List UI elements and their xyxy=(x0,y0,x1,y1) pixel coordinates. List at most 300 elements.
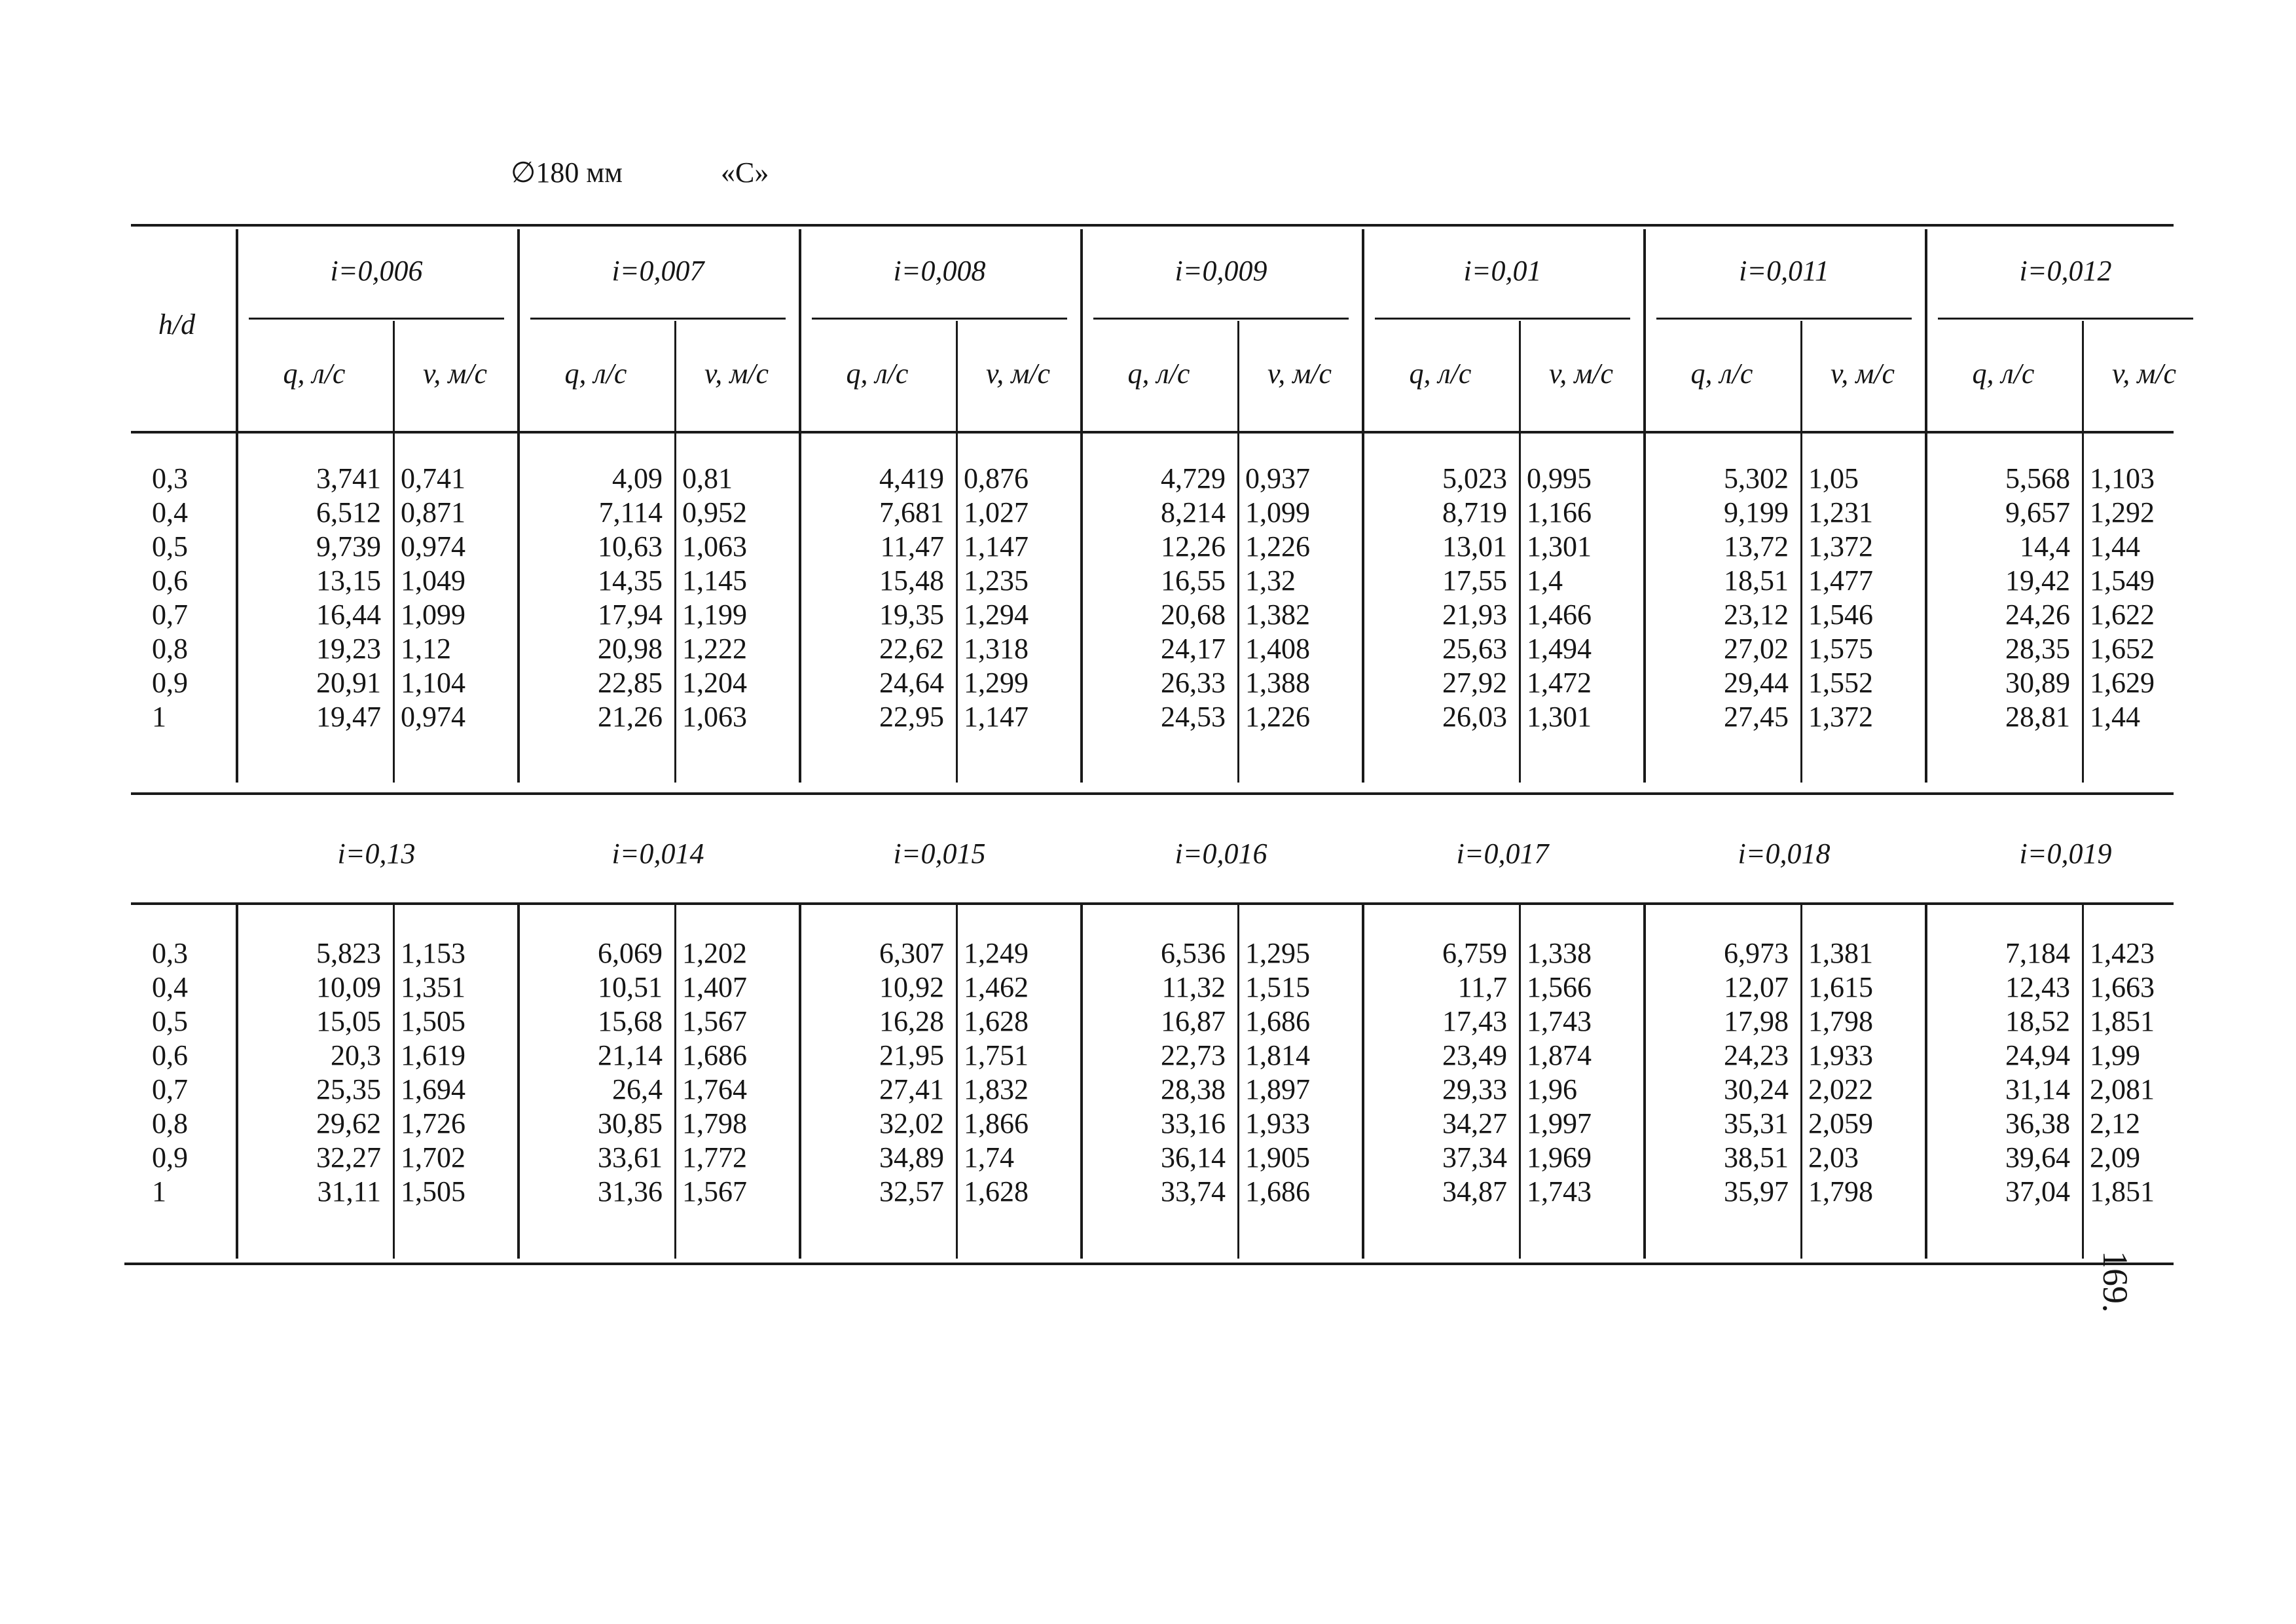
q-value: 19,35 xyxy=(879,599,944,631)
v-value: 2,059 xyxy=(1808,1107,1873,1139)
q-value: 16,28 xyxy=(879,1005,944,1037)
q-value: 32,02 xyxy=(879,1107,944,1139)
q-value: 5,023 xyxy=(1442,462,1507,494)
row-label: 0,3 xyxy=(152,937,188,969)
v-value: 0,871 xyxy=(401,496,465,528)
v-value: 1,566 xyxy=(1527,971,1592,1003)
v-value: 0,974 xyxy=(401,530,465,563)
q-value: 24,23 xyxy=(1724,1039,1789,1071)
v-column-header: v, м/с xyxy=(1830,358,1895,390)
v-value: 2,081 xyxy=(2090,1073,2155,1105)
q-value: 6,512 xyxy=(316,496,381,528)
q-value: 24,53 xyxy=(1161,701,1226,733)
q-value: 12,07 xyxy=(1724,971,1789,1003)
v-value: 1,515 xyxy=(1245,971,1310,1003)
v-value: 2,12 xyxy=(2090,1107,2140,1139)
q-value: 23,12 xyxy=(1724,599,1789,631)
q-value: 20,91 xyxy=(316,667,381,699)
q-value: 39,64 xyxy=(2005,1141,2070,1173)
q-value: 20,3 xyxy=(331,1039,381,1071)
v-value: 1,933 xyxy=(1245,1107,1310,1139)
v-value: 0,974 xyxy=(401,701,465,733)
v-value: 1,686 xyxy=(682,1039,747,1071)
v-value: 1,702 xyxy=(401,1141,465,1173)
row-header-label: h/d xyxy=(158,308,196,341)
q-value: 26,4 xyxy=(612,1073,663,1105)
v-value: 1,969 xyxy=(1527,1141,1592,1173)
slope-underline xyxy=(530,318,786,320)
q-value: 21,93 xyxy=(1442,599,1507,631)
q-value: 5,823 xyxy=(316,937,381,969)
v-value: 1,249 xyxy=(964,937,1029,969)
q-value: 36,14 xyxy=(1161,1141,1226,1173)
row-label-divider-top xyxy=(236,229,238,783)
q-value: 29,33 xyxy=(1442,1073,1507,1105)
v-value: 1,663 xyxy=(2090,971,2155,1003)
v-value: 1,153 xyxy=(401,937,465,969)
q-value: 12,26 xyxy=(1161,530,1226,563)
q-value: 37,34 xyxy=(1442,1141,1507,1173)
row-label: 0,5 xyxy=(152,530,188,563)
v-value: 2,09 xyxy=(2090,1141,2140,1173)
group-divider-bottom xyxy=(799,905,801,1259)
slope-label: i=0,01 xyxy=(1463,255,1542,287)
q-value: 31,36 xyxy=(598,1175,663,1208)
group-divider-bottom xyxy=(1925,905,1927,1259)
section-divider xyxy=(131,792,2174,795)
q-value: 6,069 xyxy=(598,937,663,969)
slope-label: i=0,015 xyxy=(893,838,986,870)
q-value: 4,729 xyxy=(1161,462,1226,494)
v-value: 1,294 xyxy=(964,599,1029,631)
q-column-header: q, л/с xyxy=(846,358,909,390)
q-value: 28,35 xyxy=(2005,633,2070,665)
q-value: 24,94 xyxy=(2005,1039,2070,1071)
q-value: 33,61 xyxy=(598,1141,663,1173)
q-value: 27,41 xyxy=(879,1073,944,1105)
series-mark: «С» xyxy=(721,157,769,189)
q-value: 16,87 xyxy=(1161,1005,1226,1037)
v-value: 1,05 xyxy=(1808,462,1859,494)
q-value: 15,05 xyxy=(316,1005,381,1037)
v-column-header: v, м/с xyxy=(1267,358,1332,390)
q-value: 30,24 xyxy=(1724,1073,1789,1105)
v-value: 1,292 xyxy=(2090,496,2155,528)
v-value: 1,103 xyxy=(2090,462,2155,494)
q-value: 15,48 xyxy=(879,564,944,597)
v-value: 1,166 xyxy=(1527,496,1592,528)
v-value: 1,772 xyxy=(682,1141,747,1173)
q-value: 21,95 xyxy=(879,1039,944,1071)
v-value: 1,104 xyxy=(401,667,465,699)
slope-underline xyxy=(249,318,504,320)
q-value: 25,35 xyxy=(316,1073,381,1105)
q-value: 9,657 xyxy=(2005,496,2070,528)
row-label: 0,8 xyxy=(152,633,188,665)
row-label: 0,9 xyxy=(152,667,188,699)
q-value: 23,49 xyxy=(1442,1039,1507,1071)
v-value: 1,063 xyxy=(682,530,747,563)
q-value: 5,302 xyxy=(1724,462,1789,494)
v-value: 1,222 xyxy=(682,633,747,665)
slope-label: i=0,019 xyxy=(2019,838,2112,870)
v-value: 1,505 xyxy=(401,1175,465,1208)
v-value: 1,652 xyxy=(2090,633,2155,665)
q-value: 17,98 xyxy=(1724,1005,1789,1037)
q-value: 3,741 xyxy=(316,462,381,494)
v-value: 1,832 xyxy=(964,1073,1029,1105)
q-value: 11,47 xyxy=(880,530,944,563)
v-value: 1,628 xyxy=(964,1175,1029,1208)
v-value: 1,615 xyxy=(1808,971,1873,1003)
v-column-header: v, м/с xyxy=(985,358,1051,390)
row-label: 0,4 xyxy=(152,496,188,528)
group-divider-top xyxy=(1080,229,1083,783)
v-value: 0,81 xyxy=(682,462,733,494)
v-value: 1,552 xyxy=(1808,667,1873,699)
q-v-divider-top xyxy=(2082,321,2084,783)
slope-label: i=0,007 xyxy=(611,255,704,287)
slope-underline xyxy=(812,318,1067,320)
v-value: 0,952 xyxy=(682,496,747,528)
v-value: 0,937 xyxy=(1245,462,1310,494)
q-value: 6,973 xyxy=(1724,937,1789,969)
q-value: 5,568 xyxy=(2005,462,2070,494)
q-value: 33,74 xyxy=(1161,1175,1226,1208)
q-value: 18,51 xyxy=(1724,564,1789,597)
q-value: 12,43 xyxy=(2005,971,2070,1003)
q-value: 10,51 xyxy=(598,971,663,1003)
page-number: 169. xyxy=(2096,1251,2135,1313)
row-label: 1 xyxy=(152,701,166,733)
q-column-header: q, л/с xyxy=(1972,358,2035,390)
q-value: 10,63 xyxy=(598,530,663,563)
q-value: 34,87 xyxy=(1442,1175,1507,1208)
q-value: 24,26 xyxy=(2005,599,2070,631)
slope-label: i=0,012 xyxy=(2019,255,2112,287)
row-label: 0,3 xyxy=(152,462,188,494)
v-value: 1,381 xyxy=(1808,937,1873,969)
q-value: 19,23 xyxy=(316,633,381,665)
q-value: 6,307 xyxy=(879,937,944,969)
group-divider-top xyxy=(517,229,520,783)
q-value: 7,114 xyxy=(598,496,663,528)
v-value: 2,03 xyxy=(1808,1141,1859,1173)
v-value: 1,44 xyxy=(2090,530,2140,563)
q-value: 28,38 xyxy=(1161,1073,1226,1105)
table-top-rule xyxy=(131,224,2174,227)
v-value: 1,743 xyxy=(1527,1175,1592,1208)
row-label: 0,5 xyxy=(152,1005,188,1037)
q-value: 11,7 xyxy=(1457,971,1507,1003)
slope-label: i=0,008 xyxy=(893,255,986,287)
v-value: 1,235 xyxy=(964,564,1029,597)
v-value: 1,814 xyxy=(1245,1039,1310,1071)
q-value: 29,44 xyxy=(1724,667,1789,699)
slope-label: i=0,006 xyxy=(330,255,423,287)
q-v-divider-bottom xyxy=(1519,905,1521,1259)
v-value: 1,897 xyxy=(1245,1073,1310,1105)
v-value: 1,202 xyxy=(682,937,747,969)
q-v-divider-bottom xyxy=(1237,905,1239,1259)
v-value: 1,204 xyxy=(682,667,747,699)
q-value: 19,42 xyxy=(2005,564,2070,597)
slope-label: i=0,017 xyxy=(1456,838,1549,870)
v-column-header: v, м/с xyxy=(704,358,769,390)
q-value: 26,33 xyxy=(1161,667,1226,699)
q-value: 7,184 xyxy=(2005,937,2070,969)
v-value: 1,12 xyxy=(401,633,451,665)
q-value: 22,95 xyxy=(879,701,944,733)
v-value: 1,866 xyxy=(964,1107,1029,1139)
q-value: 34,89 xyxy=(879,1141,944,1173)
v-value: 1,372 xyxy=(1808,530,1873,563)
q-value: 22,62 xyxy=(879,633,944,665)
v-value: 1,546 xyxy=(1808,599,1873,631)
v-value: 0,995 xyxy=(1527,462,1592,494)
v-value: 1,629 xyxy=(2090,667,2155,699)
group-divider-bottom xyxy=(1362,905,1364,1259)
q-value: 19,47 xyxy=(316,701,381,733)
q-value: 24,64 xyxy=(879,667,944,699)
v-value: 1,145 xyxy=(682,564,747,597)
slope-label: i=0,011 xyxy=(1739,255,1829,287)
v-value: 1,466 xyxy=(1527,599,1592,631)
v-value: 1,851 xyxy=(2090,1005,2155,1037)
v-value: 1,226 xyxy=(1245,701,1310,733)
table-bottom-rule xyxy=(124,1263,2174,1265)
q-value: 32,57 xyxy=(879,1175,944,1208)
row-label: 1 xyxy=(152,1175,166,1208)
q-value: 30,85 xyxy=(598,1107,663,1139)
group-divider-top xyxy=(1925,229,1927,783)
v-value: 1,049 xyxy=(401,564,465,597)
v-value: 1,338 xyxy=(1527,937,1592,969)
q-value: 13,01 xyxy=(1442,530,1507,563)
v-value: 1,423 xyxy=(2090,937,2155,969)
row-label: 0,6 xyxy=(152,564,188,597)
q-value: 15,68 xyxy=(598,1005,663,1037)
header-rule xyxy=(131,431,2174,434)
v-value: 1,798 xyxy=(1808,1005,1873,1037)
v-value: 1,686 xyxy=(1245,1175,1310,1208)
q-value: 20,68 xyxy=(1161,599,1226,631)
q-v-divider-top xyxy=(1519,321,1521,783)
v-value: 1,301 xyxy=(1527,530,1592,563)
q-value: 4,419 xyxy=(879,462,944,494)
v-column-header: v, м/с xyxy=(422,358,488,390)
v-value: 1,388 xyxy=(1245,667,1310,699)
q-value: 11,32 xyxy=(1161,971,1226,1003)
v-value: 1,372 xyxy=(1808,701,1873,733)
q-value: 24,17 xyxy=(1161,633,1226,665)
v-value: 1,622 xyxy=(2090,599,2155,631)
v-value: 2,022 xyxy=(1808,1073,1873,1105)
v-value: 0,876 xyxy=(964,462,1029,494)
v-value: 1,694 xyxy=(401,1073,465,1105)
q-value: 16,44 xyxy=(316,599,381,631)
v-value: 1,099 xyxy=(401,599,465,631)
v-value: 1,933 xyxy=(1808,1039,1873,1071)
q-value: 10,92 xyxy=(879,971,944,1003)
q-value: 36,38 xyxy=(2005,1107,2070,1139)
v-value: 1,299 xyxy=(964,667,1029,699)
q-value: 22,73 xyxy=(1161,1039,1226,1071)
q-value: 35,31 xyxy=(1724,1107,1789,1139)
v-value: 1,295 xyxy=(1245,937,1310,969)
q-v-divider-bottom xyxy=(1800,905,1802,1259)
v-value: 1,494 xyxy=(1527,633,1592,665)
row-label: 0,9 xyxy=(152,1141,188,1173)
q-value: 30,89 xyxy=(2005,667,2070,699)
q-value: 17,55 xyxy=(1442,564,1507,597)
q-v-divider-bottom xyxy=(393,905,395,1259)
q-value: 21,26 xyxy=(598,701,663,733)
q-value: 26,03 xyxy=(1442,701,1507,733)
v-column-header: v, м/с xyxy=(1548,358,1614,390)
group-divider-bottom xyxy=(517,905,520,1259)
q-column-header: q, л/с xyxy=(564,358,627,390)
q-v-divider-bottom xyxy=(674,905,676,1259)
q-value: 9,199 xyxy=(1724,496,1789,528)
pipe-diameter: ∅180 мм xyxy=(511,157,623,189)
q-value: 13,72 xyxy=(1724,530,1789,563)
v-value: 1,686 xyxy=(1245,1005,1310,1037)
q-value: 8,719 xyxy=(1442,496,1507,528)
q-value: 35,97 xyxy=(1724,1175,1789,1208)
v-value: 1,408 xyxy=(1245,633,1310,665)
q-value: 10,09 xyxy=(316,971,381,1003)
q-value: 32,27 xyxy=(316,1141,381,1173)
v-value: 1,147 xyxy=(964,530,1029,563)
q-value: 20,98 xyxy=(598,633,663,665)
v-value: 1,301 xyxy=(1527,701,1592,733)
slope-label: i=0,014 xyxy=(611,838,704,870)
v-value: 1,628 xyxy=(964,1005,1029,1037)
slope-label: i=0,016 xyxy=(1175,838,1267,870)
q-column-header: q, л/с xyxy=(1409,358,1472,390)
row-label-divider-bottom xyxy=(236,905,238,1259)
slope-underline xyxy=(1656,318,1912,320)
q-value: 14,35 xyxy=(598,564,663,597)
group-divider-top xyxy=(799,229,801,783)
v-value: 1,318 xyxy=(964,633,1029,665)
slope-label: i=0,009 xyxy=(1175,255,1267,287)
bottom-header-rule xyxy=(131,902,2174,905)
v-value: 1,063 xyxy=(682,701,747,733)
group-divider-top xyxy=(1643,229,1646,783)
slope-label: i=0,018 xyxy=(1738,838,1831,870)
row-label: 0,7 xyxy=(152,1073,188,1105)
v-value: 1,351 xyxy=(401,971,465,1003)
v-value: 1,874 xyxy=(1527,1039,1592,1071)
v-value: 1,099 xyxy=(1245,496,1310,528)
q-column-header: q, л/с xyxy=(1127,358,1190,390)
q-value: 31,14 xyxy=(2005,1073,2070,1105)
q-value: 7,681 xyxy=(879,496,944,528)
q-value: 17,94 xyxy=(598,599,663,631)
q-value: 16,55 xyxy=(1161,564,1226,597)
v-value: 1,997 xyxy=(1527,1107,1592,1139)
q-v-divider-bottom xyxy=(2082,905,2084,1259)
q-value: 4,09 xyxy=(612,462,663,494)
v-value: 1,32 xyxy=(1245,564,1296,597)
q-value: 34,27 xyxy=(1442,1107,1507,1139)
q-value: 17,43 xyxy=(1442,1005,1507,1037)
q-value: 38,51 xyxy=(1724,1141,1789,1173)
q-v-divider-top xyxy=(393,321,395,783)
slope-label: i=0,13 xyxy=(337,838,416,870)
page-title xyxy=(511,156,769,189)
q-column-header: q, л/с xyxy=(1690,358,1753,390)
v-value: 1,96 xyxy=(1527,1073,1577,1105)
v-value: 1,462 xyxy=(964,971,1029,1003)
q-value: 28,81 xyxy=(2005,701,2070,733)
v-value: 1,726 xyxy=(401,1107,465,1139)
v-value: 1,231 xyxy=(1808,496,1873,528)
v-value: 1,549 xyxy=(2090,564,2155,597)
row-label: 0,7 xyxy=(152,599,188,631)
v-value: 1,851 xyxy=(2090,1175,2155,1208)
v-value: 1,743 xyxy=(1527,1005,1592,1037)
slope-underline xyxy=(1938,318,2193,320)
q-v-divider-top xyxy=(1237,321,1239,783)
q-value: 8,214 xyxy=(1161,496,1226,528)
group-divider-bottom xyxy=(1643,905,1646,1259)
q-value: 29,62 xyxy=(316,1107,381,1139)
v-value: 1,798 xyxy=(682,1107,747,1139)
v-value: 1,199 xyxy=(682,599,747,631)
q-v-divider-top xyxy=(1800,321,1802,783)
v-value: 1,147 xyxy=(964,701,1029,733)
q-value: 18,52 xyxy=(2005,1005,2070,1037)
q-value: 37,04 xyxy=(2005,1175,2070,1208)
v-value: 1,905 xyxy=(1245,1141,1310,1173)
q-value: 22,85 xyxy=(598,667,663,699)
v-value: 1,472 xyxy=(1527,667,1592,699)
q-value: 21,14 xyxy=(598,1039,663,1071)
row-label: 0,8 xyxy=(152,1107,188,1139)
q-value: 13,15 xyxy=(316,564,381,597)
v-value: 1,751 xyxy=(964,1039,1029,1071)
v-value: 1,4 xyxy=(1527,564,1563,597)
v-value: 1,619 xyxy=(401,1039,465,1071)
v-value: 1,027 xyxy=(964,496,1029,528)
v-value: 0,741 xyxy=(401,462,465,494)
q-value: 27,02 xyxy=(1724,633,1789,665)
v-value: 1,567 xyxy=(682,1175,747,1208)
slope-underline xyxy=(1093,318,1349,320)
v-value: 1,505 xyxy=(401,1005,465,1037)
v-value: 1,226 xyxy=(1245,530,1310,563)
q-value: 27,92 xyxy=(1442,667,1507,699)
q-value: 6,759 xyxy=(1442,937,1507,969)
v-value: 1,477 xyxy=(1808,564,1873,597)
q-value: 25,63 xyxy=(1442,633,1507,665)
v-value: 1,44 xyxy=(2090,701,2140,733)
q-value: 9,739 xyxy=(316,530,381,563)
row-label: 0,4 xyxy=(152,971,188,1003)
q-value: 33,16 xyxy=(1161,1107,1226,1139)
q-v-divider-bottom xyxy=(956,905,958,1259)
q-value: 27,45 xyxy=(1724,701,1789,733)
v-value: 1,99 xyxy=(2090,1039,2140,1071)
q-value: 14,4 xyxy=(2020,530,2070,563)
slope-underline xyxy=(1375,318,1630,320)
group-divider-top xyxy=(1362,229,1364,783)
v-value: 1,798 xyxy=(1808,1175,1873,1208)
q-v-divider-top xyxy=(956,321,958,783)
